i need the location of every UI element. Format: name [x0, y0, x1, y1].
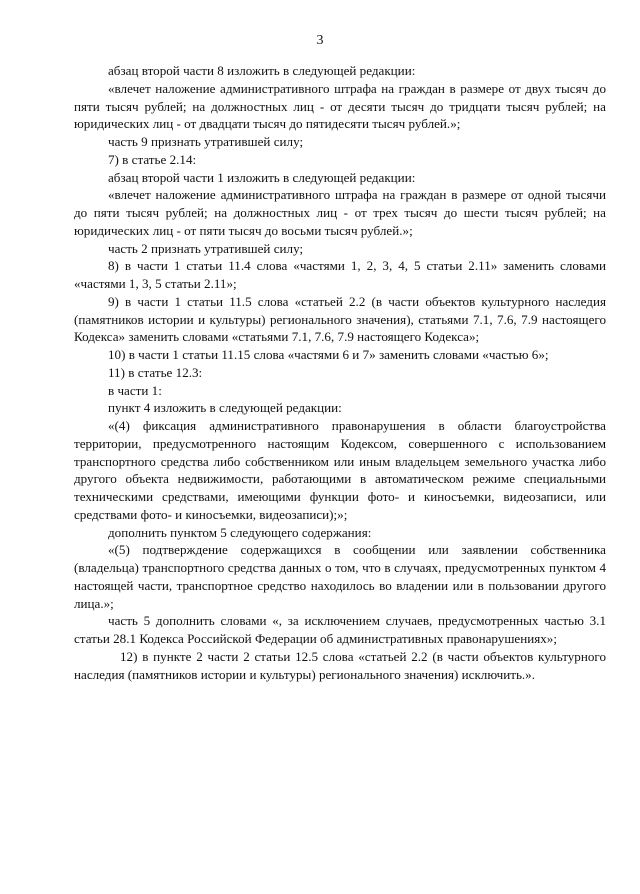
paragraph: «(4) фиксация административного правонарушения в области благоустройства территории, предусмотренного настоящим Кодексом, совершенного с использованием транспортного средства либо собственником или иным владельцем земельного участка либо другого объекта недвижимости, работающими в автоматическом режиме специальными техническими средствами, имеющими функции фото- и киносъемки, видеозаписи, или средствами фото- и киносъемки, видеозаписи);»;	[74, 418, 606, 522]
page-number: 3	[316, 33, 324, 48]
paragraph: часть 2 признать утратившей силу;	[108, 240, 304, 256]
paragraph: в части 1:	[108, 382, 162, 398]
paragraph: часть 5 дополнить словами «, за исключением случаев, предусмотренных частью 3.1 статьи 28.1 Кодекса Российской Федерации об административных правонарушениях»;	[74, 613, 606, 646]
paragraph: абзац второй части 8 изложить в следующей редакции:	[108, 63, 416, 78]
paragraph: «влечет наложение административного штрафа на граждан в размере от двух тысяч до пяти тысяч рублей; на должностных лиц - от десяти тысяч до тридцати тысяч рублей; на юридических лиц - от двадцати тысяч до пятидесяти тысяч рублей.»;	[74, 80, 606, 132]
paragraph: 10) в части 1 статьи 11.15 слова «частями 6 и 7» заменить словами «частью 6»;	[108, 347, 549, 362]
paragraph: часть 9 признать утратившей силу;	[108, 134, 304, 149]
paragraph: 9) в части 1 статьи 11.5 слова «статьей 2.2 (в части объектов культурного наследия (памятников истории и культуры) регионального значения), статьями 7.1, 7.6, 7.9 настоящего Кодекса» заменить словами «статьями 7.1, 7.6, 7.9 настоящего Кодекса»;	[74, 293, 606, 345]
paragraph: «(5) подтверждение содержащихся в сообщении или заявлении собственника (владельца) транспортного средства данных о том, что в случаях, предусмотренных пунктом 4 настоящей части, транспортное средство находилось во владении или в пользовании другого лица.»;	[74, 542, 606, 611]
paragraph: 7) в статье 2.14:	[108, 151, 197, 167]
paragraph: 8) в части 1 статьи 11.4 слова «частями 1, 2, 3, 4, 5 статьи 2.11» заменить словами «частями 1, 3, 5 статьи 2.11»;	[74, 258, 606, 291]
paragraph: абзац второй части 1 изложить в следующей редакции:	[108, 169, 416, 185]
paragraph: пункт 4 изложить в следующей редакции:	[108, 400, 342, 416]
document-body	[74, 62, 606, 683]
paragraph: 12) в пункте 2 части 2 статьи 12.5 слова «статьей 2.2 (в части объектов культурного наследия (памятников истории и культуры) регионального значения) исключить.».	[74, 648, 606, 682]
paragraph: 11) в статье 12.3:	[108, 364, 203, 380]
paragraph: «влечет наложение административного штрафа на граждан в размере от одной тысячи до пяти тысяч рублей; на должностных лиц - от трех тысяч до шести тысяч рублей; на юридических лиц - от пяти тысяч до восьми тысяч рублей.»;	[74, 187, 606, 238]
paragraph: дополнить пунктом 5 следующего содержания:	[108, 524, 372, 540]
